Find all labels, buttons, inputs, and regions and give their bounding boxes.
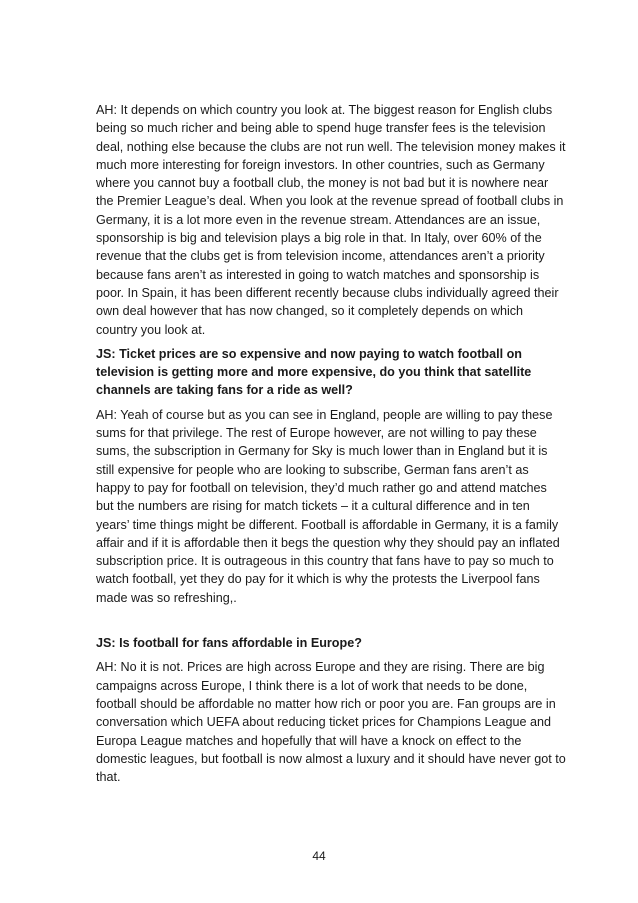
answer-paragraph: AH: Yeah of course but as you can see in England, people are willing to pay these sums for that privilege. The rest of Europe however, are not willing to pay these sums, the subscription in Germany for Sky is much lower than in England but it is still expensive for people who are looking to subscribe, German fans aren’t as happy to pay for football on television, they’d much rather go and attend matches but the numbers are rising for match tickets – it a cultural difference and in ten years’ time things might be different. Football is affordable in Germany, it is a family affair and if it is affordable then it begs the question why they should pay an inflated subscription price. It is outrageous in this country that fans have to pay so much to watch football, yet they do pay for it which is why the protests the Liverpool fans made was so refreshing,. xyxy=(96,407,560,605)
interview-transcript xyxy=(96,101,566,792)
page-number: 44 xyxy=(312,849,326,863)
answer-paragraph: AH: It depends on which country you look at. The biggest reason for English clubs being so much richer and being able to spend huge transfer fees is the television deal, nothing else because the clubs are not run well. The television money makes it much more interesting for foreign investors. In other countries, such as Germany where you cannot buy a football club, the money is not bad but it is nowhere near the Premier League’s deal. When you look at the revenue spread of football clubs in Germany, it is a lot more even in the revenue stream. Attendances are an issue, sponsorship is big and television plays a big role in that. In Italy, over 60% of the revenue that the clubs get is from television income, attendances aren’t a priority because fans aren’t as interested in going to watch matches and sponsorship is poor. In Spain, it has been different recently because clubs individually agreed their own deal however that has now changed, so it completely depends on which country you look at. xyxy=(96,103,566,337)
question-paragraph: JS: Is football for fans affordable in Europe? xyxy=(96,636,362,651)
paragraph-spacer xyxy=(96,613,566,634)
question-paragraph: JS: Ticket prices are so expensive and now paying to watch football on television is getting more and more expensive, do you think that satellite channels are taking fans for a ride as well? xyxy=(96,346,532,398)
answer-paragraph: AH: No it is not. Prices are high across Europe and they are rising. There are big campaigns across Europe, I think there is a lot of work that needs to be done, football should be affordable no matter how rich or poor you are. Fan groups are in conversation which UEFA about reducing ticket prices for Champions League and Europa League matches and hopefully that will have a knock on effect to the domestic leagues, but football is now almost a luxury and it should have never got to that. xyxy=(96,660,566,785)
